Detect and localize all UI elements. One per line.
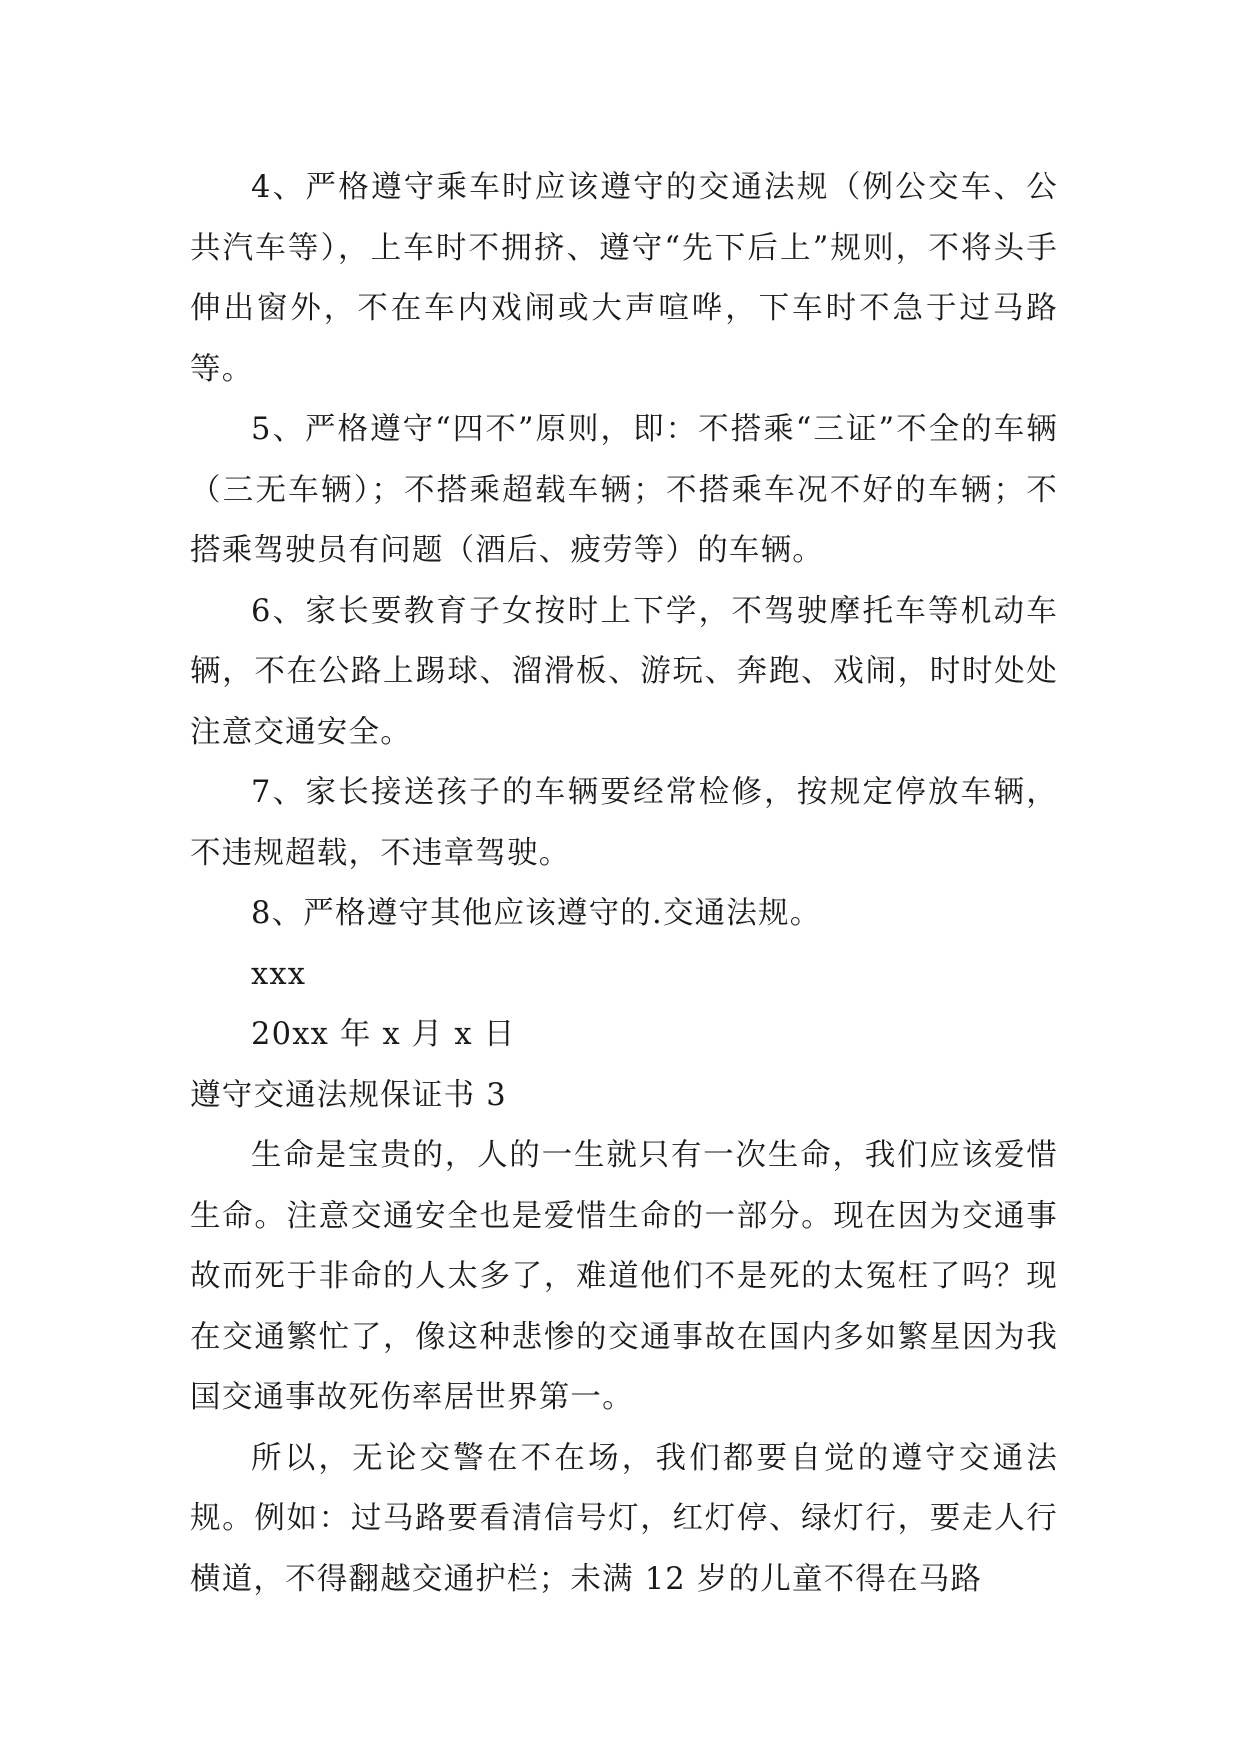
date: 20xx 年 x 月 x 日	[251, 1017, 516, 1052]
list-item-8: 8、严格遵守其他应该遵守的.交通法规。	[251, 896, 822, 931]
list-item-5: 5、严格遵守“四不”原则，即：不搭乘“三证”不全的车辆（三无车辆）；不搭乘超载车辆；不搭乘车况不好的车辆；不搭乘驾驶员有问题（酒后、疲劳等）的车辆。	[190, 412, 1058, 568]
document-content	[190, 158, 1058, 1610]
body-paragraph-1: 生命是宝贵的，人的一生就只有一次生命，我们应该爱惜生命。注意交通安全也是爱惜生命的一部分。现在因为交通事故而死于非命的人太多了，难道他们不是死的太冤枉了吗？现在交通繁忙了，像这种悲惨的交通事故在国内多如繁星因为我国交通事故死伤率居世界第一。	[190, 1138, 1058, 1415]
list-item-7: 7、家长接送孩子的车辆要经常检修，按规定停放车辆，不违规超载，不违章驾驶。	[190, 775, 1058, 871]
section-title: 遵守交通法规保证书 3	[190, 1077, 507, 1113]
list-item-4: 4、严格遵守乘车时应该遵守的交通法规（例公交车、公共汽车等），上车时不拥挤、遵守“先下后上”规则，不将头手伸出窗外，不在车内戏闹或大声喧哗，下车时不急于过马路等。	[190, 170, 1058, 387]
signature: xxx	[251, 956, 307, 992]
body-paragraph-2: 所以，无论交警在不在场，我们都要自觉的遵守交通法规。例如：过马路要看清信号灯，红灯停、绿灯行，要走人行横道，不得翻越交通护栏；未满 12 岁的儿童不得在马路	[190, 1440, 1058, 1597]
list-item-6: 6、家长要教育子女按时上下学，不驾驶摩托车等机动车辆，不在公路上踢球、溜滑板、游玩、奔跑、戏闹，时时处处注意交通安全。	[190, 593, 1058, 750]
